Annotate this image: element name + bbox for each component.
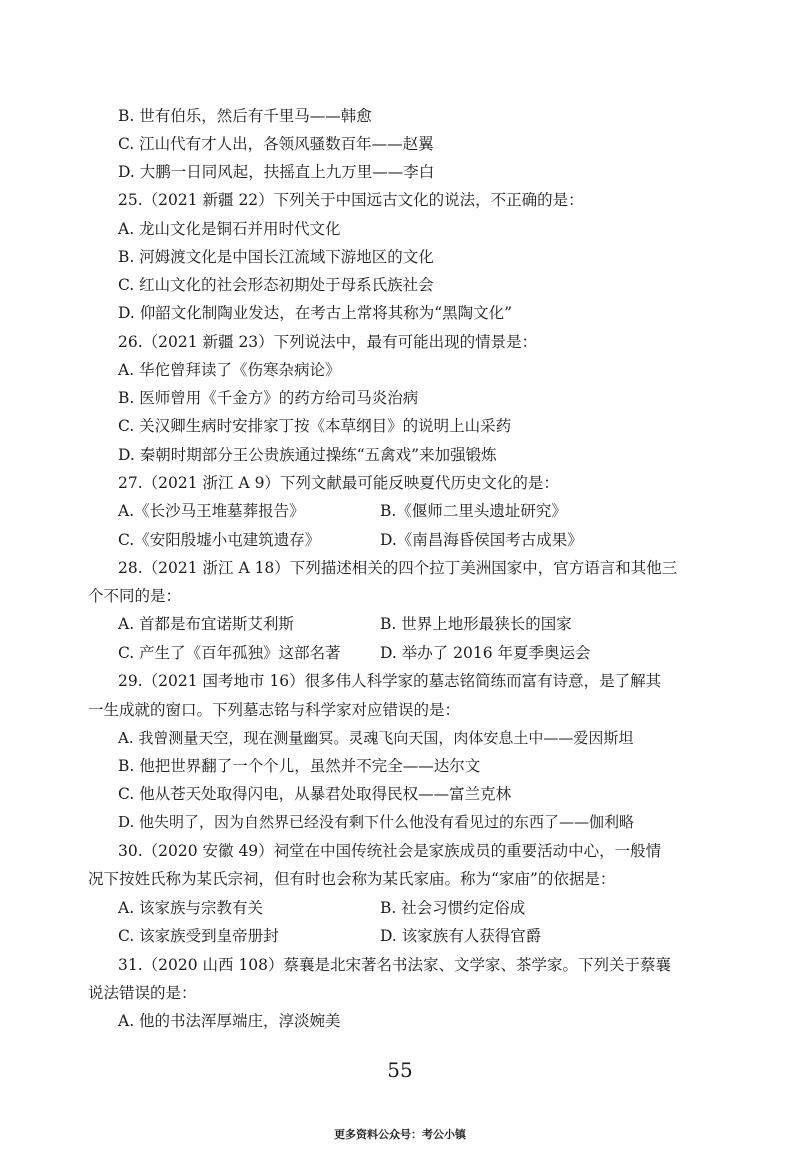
option-cell: C. 该家族受到皇帝册封	[118, 927, 279, 945]
option-line: B. 医师曾用《千金方》的药方给司马炎治病	[118, 389, 419, 407]
option-line: B. 他把世界翻了一个个儿，虽然并不完全——达尔文	[118, 757, 481, 775]
option-line: A. 我曾测量天空，现在测量幽冥。灵魂飞向天国，肉体安息土中——爱因斯坦	[118, 729, 634, 747]
question-30-stem: 30.（2020 安徽 49）祠堂在中国传统社会是家族成员的重要活动中心，一般情	[118, 842, 662, 860]
option-cell: D. 举办了 2016 年夏季奥运会	[380, 644, 591, 662]
question-30-stem-cont: 况下按姓氏称为某氏宗祠，但有时也会称为某氏家庙。称为“家庙”的依据是：	[88, 870, 616, 888]
option-line: C. 关汉卿生病时安排家丁按《本草纲目》的说明上山采药	[118, 417, 512, 435]
option-line: A. 龙山文化是铜石并用时代文化	[118, 220, 341, 238]
option-cell: B. 世界上地形最狭长的国家	[380, 615, 572, 633]
question-25-stem: 25.（2021 新疆 22）下列关于中国远古文化的说法，不正确的是：	[118, 191, 584, 209]
question-26-stem: 26.（2021 新疆 23）下列说法中，最有可能出现的情景是：	[118, 333, 538, 351]
option-cell: A. 首都是布宜诺斯艾利斯	[118, 615, 295, 633]
option-line: D. 秦朝时期部分王公贵族通过操练“五禽戏”来加强锻炼	[118, 446, 497, 464]
question-29-stem: 29.（2021 国考地市 16）很多伟人科学家的墓志铭简练而富有诗意，是了解其	[118, 672, 662, 690]
option-cell: C. 产生了《百年孤独》这部名著	[118, 644, 341, 662]
question-27-stem: 27.（2021 浙江 A 9）下列文献最可能反映夏代历史文化的是：	[118, 474, 559, 492]
option-line: C. 红山文化的社会形态初期处于母系氏族社会	[118, 276, 434, 294]
question-29-stem-cont: 一生成就的窗口。下列墓志铭与科学家对应错误的是：	[88, 701, 461, 719]
option-cell: D.《南昌海昏侯国考古成果》	[380, 531, 583, 549]
question-28-stem-cont: 个不同的是：	[88, 587, 182, 605]
page-number: 55	[387, 1058, 413, 1082]
option-line: C. 江山代有才人出，各领风骚数百年——赵翼	[118, 135, 434, 153]
option-line: B. 河姆渡文化是中国长江流域下游地区的文化	[118, 248, 434, 266]
option-cell: A. 该家族与宗教有关	[118, 899, 264, 917]
option-line: A. 他的书法浑厚端庄，淳淡婉美	[118, 1012, 341, 1030]
option-line: B. 世有伯乐，然后有千里马——韩愈	[118, 107, 372, 125]
option-line: C. 他从苍天处取得闪电，从暴君处取得民权——富兰克林	[118, 785, 512, 803]
option-line: D. 仰韶文化制陶业发达，在考古上常将其称为“黑陶文化”	[118, 304, 513, 322]
question-31-stem: 31.（2020 山西 108）蔡襄是北宋著名书法家、文学家、茶学家。下列关于蔡襄	[118, 956, 672, 974]
question-28-stem: 28.（2021 浙江 A 18）下列描述相关的四个拉丁美洲国家中，官方语言和其他三	[118, 559, 678, 577]
option-cell: B.《偃师二里头遗址研究》	[380, 502, 567, 520]
option-line: A. 华佗曾拜读了《伤寒杂病论》	[118, 361, 341, 379]
option-cell: B. 社会习惯约定俗成	[380, 899, 526, 917]
option-line: D. 大鹏一日同风起，扶摇直上九万里——李白	[118, 163, 435, 181]
question-31-stem-cont: 说法错误的是：	[88, 984, 197, 1002]
option-cell: D. 该家族有人获得官爵	[380, 927, 542, 945]
footer-watermark: 更多资料公众号：考公小镇	[334, 1128, 466, 1141]
option-line: D. 他失明了，因为自然界已经没有剩下什么他没有看见过的东西了——伽利略	[118, 813, 635, 831]
option-cell: C.《安阳殷墟小屯建筑遗存》	[118, 531, 321, 549]
option-cell: A.《长沙马王堆墓葬报告》	[118, 502, 305, 520]
